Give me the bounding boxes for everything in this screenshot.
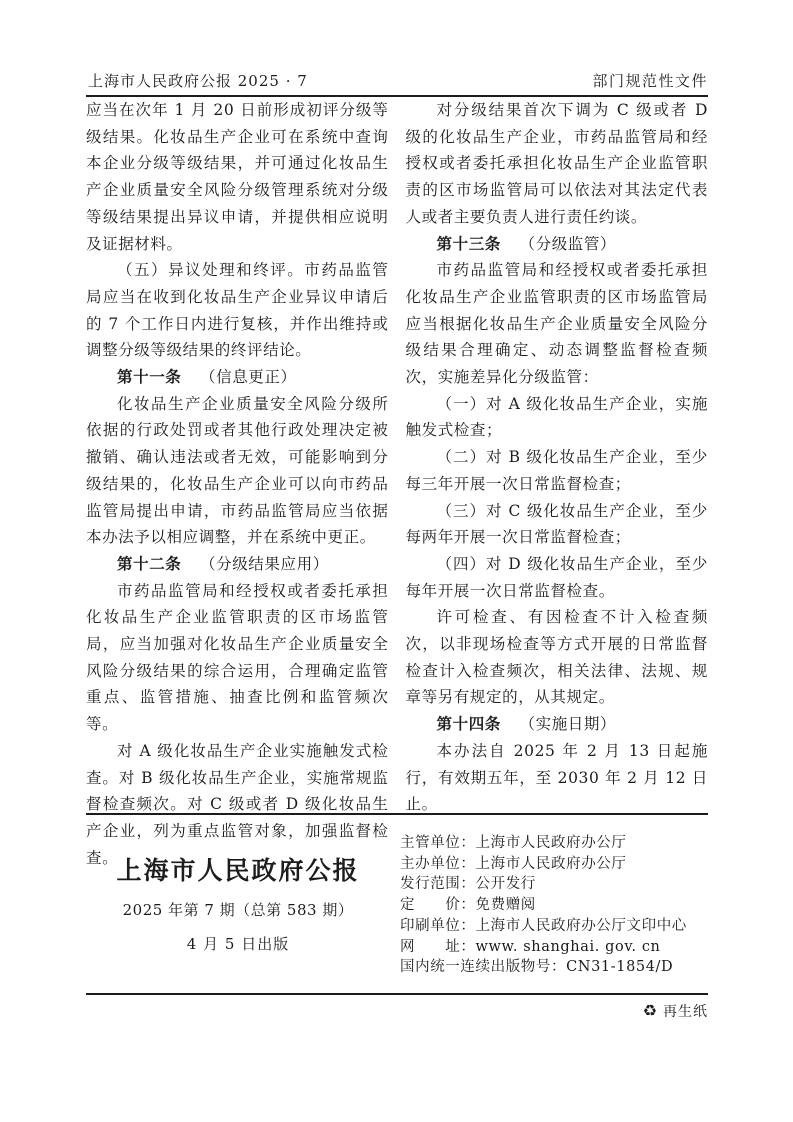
right-column — [406, 97, 709, 871]
section-heading-article-13 — [406, 231, 709, 258]
colophon-top-rule — [86, 813, 708, 815]
recycled-paper-mark — [643, 1001, 708, 1021]
colophon-info-list — [400, 833, 687, 978]
paragraph: （三）对 C 级化妆品生产企业，至少每两年开展一次日常监督检查； — [405, 501, 708, 547]
paragraph: （二）对 B 级化妆品生产企业，至少每三年开展一次日常监督检查； — [405, 448, 708, 493]
article-number: 第十一条 — [117, 367, 182, 387]
article-number: 第十三条 — [436, 233, 501, 253]
info-line-price — [400, 895, 687, 916]
gazette-title: 上海市人民政府公报 — [116, 856, 360, 885]
info-label: 发行范围： — [400, 876, 476, 893]
paragraph: 对分级结果首次下调为 C 级或者 D 级的化妆品生产企业，市药品监管局和经授权或者委托承担化妆品生产企业监管职责的区市场监管局可以依法对其法定代表人或者主要负责人进行责任约谈。 — [405, 101, 708, 226]
info-line-distribution — [400, 874, 687, 895]
colophon-bottom-rule — [86, 993, 708, 995]
info-line-issn — [400, 957, 687, 978]
colophon-masthead — [86, 856, 390, 954]
issue-number: 2025 年第 7 期（总第 583 期） — [122, 901, 354, 919]
section-heading-article-12 — [86, 551, 389, 578]
paragraph: 应当在次年 1 月 20 日前形成初评分级等级结果。化妆品生产企业可在系统中查询本企业分级等级结果，并可通过化妆品生产企业质量安全风险分级管理系统对分级等级结果提出异议申请，并提供相应说明及证据材料。 — [86, 101, 389, 253]
info-label: 印刷单位： — [400, 917, 476, 934]
article-number: 第十四条 — [436, 714, 501, 734]
info-value: 上海市人民政府办公厅文印中心 — [475, 917, 687, 934]
article-body — [86, 97, 708, 871]
left-column — [86, 97, 389, 871]
paragraph: 许可检查、有因检查不计入检查频次，以非现场检查等方式开展的日常监督检查计入检查频次，相关法律、法规、规章等另有规定的，从其规定。 — [405, 608, 708, 707]
header-section-title: 部门规范性文件 — [592, 72, 708, 90]
info-value: 免费赠阅 — [475, 897, 536, 914]
recycle-label: 再生纸 — [663, 1004, 708, 1020]
paragraph: （五）异议处理和终评。市药品监管局应当在收到化妆品生产企业异议申请后的 7 个工作日内进行复核，并作出维持或调整分级等级结果的终评结论。 — [86, 261, 389, 360]
paragraph: 市药品监管局和经授权或者委托承担化妆品生产企业监管职责的区市场监管局应当根据化妆品生产企业质量安全风险分级结果合理确定、动态调整监督检查频次，实施差异化分级监管： — [405, 261, 708, 387]
article-number: 第十二条 — [117, 553, 182, 573]
paragraph: 对 A 级化妆品生产企业实施触发式检查。对 B 级化妆品生产企业，实施常规监督检查频次。对 C 级或者 D 级化妆品生产企业，列为重点监管对象，加强监督检查。 — [86, 741, 389, 867]
info-line-supervisor — [400, 833, 687, 854]
article-title: （分级监管） — [519, 234, 617, 253]
info-value: www. shanghai. gov. cn — [475, 938, 661, 955]
section-heading-article-11 — [86, 364, 389, 391]
paragraph: 市药品监管局和经授权或者委托承担化妆品生产企业监管职责的区市场监管局，应当加强对化妆品生产企业质量安全风险分级结果的综合运用，合理确定监管重点、监管措施、抽查比例和监管频次等。 — [86, 581, 389, 734]
recycle-icon: ♻ — [642, 1001, 658, 1020]
info-value: 上海市人民政府办公厅 — [475, 835, 627, 851]
info-line-organizer — [400, 854, 687, 875]
paragraph: 本办法自 2025 年 2 月 13 日起施行，有效期五年，至 2030 年 2 月 12 日止。 — [405, 741, 708, 814]
info-line-printer — [400, 916, 687, 937]
info-line-website — [400, 937, 687, 958]
section-heading-article-14 — [406, 711, 709, 738]
article-title: （分级结果应用） — [200, 554, 329, 573]
header-gazette-ref: 上海市人民政府公报 2025 · 7 — [88, 72, 308, 90]
info-value: CN31-1854/D — [566, 959, 674, 976]
publish-date: 4 月 5 日出版 — [186, 935, 290, 953]
paragraph: 化妆品生产企业质量安全风险分级所依据的行政处罚或者其他行政处理决定被撤销、确认违法或者无效，可能影响到分级结果的，化妆品生产企业可以向市药品监管局提出申请，市药品监管局应当依据本办法予以相应调整，并在系统中更正。 — [86, 394, 389, 547]
info-value: 上海市人民政府办公厅 — [475, 855, 627, 872]
info-label: 国内统一连续出版物号： — [400, 959, 567, 976]
paragraph: （一）对 A 级化妆品生产企业，实施触发式检查； — [405, 394, 708, 440]
info-label: 定 价： — [400, 897, 476, 914]
info-label: 主办单位： — [400, 855, 476, 872]
article-title: （信息更正） — [200, 368, 297, 387]
article-title: （实施日期） — [519, 715, 617, 734]
info-label: 主管单位： — [400, 835, 476, 851]
paragraph: （四）对 D 级化妆品生产企业，至少每年开展一次日常监督检查。 — [405, 554, 708, 600]
info-label: 网 址： — [400, 938, 476, 955]
info-value: 公开发行 — [475, 876, 536, 893]
